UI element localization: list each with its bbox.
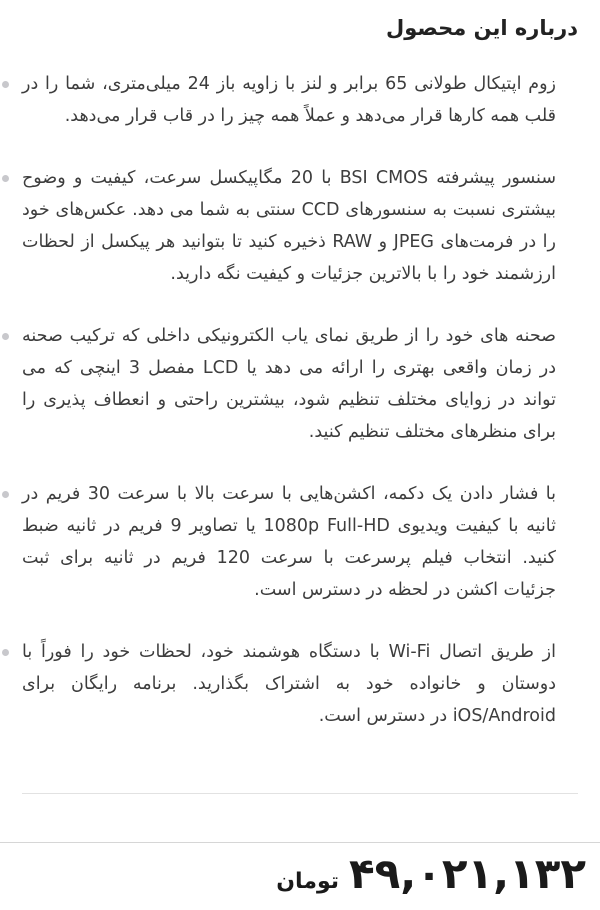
bullet-dot-icon: [2, 649, 9, 656]
feature-text: صحنه های خود را از طریق نمای یاب الکترونیکی داخلی که ترکیب صحنه در زمان واقعی بهتری را ارائه می دهد یا LCD مفصل 3 اینچی که می تواند در زوایای مختلف تنظیم شود، بیشترین راحتی و انعطاف پذیری را برای منظرهای مختلف تنظیم کنید.: [22, 326, 556, 442]
feature-item: [22, 68, 556, 132]
bullet-dot-icon: [2, 175, 9, 182]
feature-text: از طریق اتصال Wi-Fi با دستگاه هوشمند خود، لحظات خود را فوراً با دوستان و خانواده خود به اشتراک بگذارید. برنامه رایگان برای iOS/Android در دسترس است.: [22, 642, 556, 726]
bullet-dot-icon: [2, 333, 9, 340]
feature-list: [22, 68, 556, 762]
price-currency: تومان: [276, 869, 339, 894]
price-display: [276, 849, 586, 898]
price-amount: ۴۹,۰۲۱,۱۳۲: [349, 849, 586, 898]
feature-text: با فشار دادن یک دکمه، اکشن‌هایی با سرعت بالا با سرعت 30 فریم در ثانیه با کیفیت ویدیوی 1080p Full-HD یا تصاویر 9 فریم در ثانیه ضبط کنید. انتخاب فیلم پرسرعت با سرعت 120 فریم در ثانیه برای ثبت جزئیات اکشن در لحظه در دسترس است.: [22, 484, 556, 600]
price-bar-divider: [0, 842, 600, 843]
bullet-dot-icon: [2, 491, 9, 498]
bullet-dot-icon: [2, 81, 9, 88]
feature-text: زوم اپتیکال طولانی 65 برابر و لنز با زاویه باز 24 میلی‌متری، شما را در قلب همه کارها قرار می‌دهد و عملاً همه چیز را در قاب قرار می‌دهد.: [22, 74, 556, 126]
section-divider: [22, 793, 578, 794]
feature-item: [22, 478, 556, 606]
section-title: درباره این محصول: [386, 16, 578, 40]
feature-item: [22, 320, 556, 448]
feature-text: سنسور پیشرفته BSI CMOS با 20 مگاپیکسل سرعت، کیفیت و وضوح بیشتری نسبت به سنسورهای CCD سنتی به شما می دهد. عکس‌های خود را در فرمت‌های JPEG و RAW ذخیره کنید تا بتوانید هر پیکسل از لحظات ارزشمند خود را با بالاترین جزئیات و کیفیت نگه دارید.: [22, 168, 557, 284]
feature-item: [22, 636, 556, 732]
feature-item: [22, 162, 556, 290]
